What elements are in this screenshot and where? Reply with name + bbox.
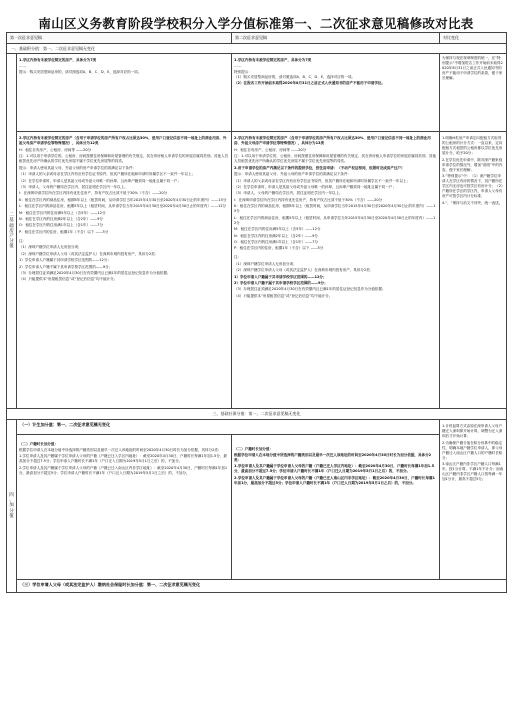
house2-first-note: （1）深圳户籍学位申请人无房加分项；	[19, 245, 82, 250]
house1-first-line: 提示：购买安居型商品房的，请对照选项A、B、C、D、E，选择对应的一项。	[19, 69, 142, 74]
house2-first-note: 2）学位申请人户籍不属于其申请学校学区范围的——9分；	[19, 264, 113, 269]
bonus2-second-title: （二）户籍时长加分值：	[234, 446, 274, 451]
bonus2-first-line: 2.学位申请人及其户籍属于学位申请人父母的户籍（户籍已迁入南山区内非学区地址）：截至2020年4月30日，户籍时长每满1年加1分，最高加分不超过5分；学位申请人户籍时长不满1年（户口迁入日期为2019年5月1日之后）的，不加分。	[19, 465, 228, 475]
house2-second-line: M：租住在学区内的住房满5年以上（含5年）——12分	[234, 227, 321, 232]
house2-second-note: （1）深圳户籍学位申请人无房加分项；	[234, 261, 297, 266]
house2-second-line: （2）在学位申请时，申请人是其祖父母或外祖父母唯一的孙辈，且孙辈户籍须同一地址且属于同一户；	[234, 184, 396, 189]
section-one-title: 一、基础积分值：第一、二次征求意见稿无变化	[7, 43, 507, 54]
house2-first-line: 注：1.可以用于申请学位的，公租房、房间按照住房保障和房屋管理的有关规定，其在该房租人申请学位的房屋应属同类别。其他人员租赁优先房产所确认的学位优先房屋不属于学位优先房屋等的同类。	[19, 154, 229, 164]
bonus2-first-line: 1.学位申请人及其户籍属于学位申请人父母的户籍（户籍已迁入学区内地址）：截至2020年4月30日，户籍时长每满1年加1.5分，最高加分不超过7.5分；学位申请人户籍时长不满1年（户口迁入日期为2019年5月1日之后）的，不加分。	[19, 454, 227, 464]
house2-second-note: 1）学位申请人户籍属于其申请学校学区范围的——12分；	[234, 274, 327, 279]
house2-second-title: 2.学区内持有未被学位锁定的房产（含用于申请学位的房产所有户权占比须达30%、使用户口登记信息不同一地址上的商业用房、外祖父母房产申请学位等特殊情况），具体分为13类	[234, 136, 431, 146]
section-two-label-char: 分	[9, 239, 14, 245]
section-three-title: 三、基础社保分值：第一、二次征求意见稿无变化	[7, 409, 507, 420]
house1-change-line: 为保持与现在规章制度的统一，在“特别提示”中增加报名工作开始前未取得2020年8月31日之前正式入伙通知书的房产不能用于申请学位的条款，便于家长理解。	[442, 55, 503, 80]
section-two-label-char: 二	[9, 213, 14, 219]
section-two-label-char: 础	[9, 223, 14, 229]
house1-second-line: （2）在报名工作开始前未取得2020年8月31日之前正式入伙通知书的房产不能用于申请学位。	[234, 80, 385, 85]
house2-first-line: （2）在学位申请时，申请人是其祖父母或外祖父母唯一的孙辈，且孙辈户籍须同一地址且属于同一户；	[19, 178, 181, 183]
house1-second-title: 1.学区内持有未被学位锁定的房产，具体分为7类	[234, 58, 312, 63]
section-four-label-char: 加	[9, 503, 14, 509]
bonus-change-line: 1.计时起算方式由原在深申请人父母户籍迁入深圳即开始计算，调整为迁入深圳后才开始计算；	[442, 424, 503, 439]
section-two-label-char: 产	[9, 233, 14, 239]
section-four-label-char: 分	[9, 508, 14, 514]
header-first-draft: 第一次征求意见稿	[7, 33, 232, 44]
house2-second-line: L：租住在学区内的商品住房，租期5年以上（租赁时间，从申请学位当年2015年4月30日至2020年4月30日止的年度内）——12分	[234, 215, 436, 225]
house1-second-line: ……	[234, 63, 242, 68]
house2-first-line: M：租住在学区内的住房满5年以上（含5年）——12分	[19, 210, 106, 215]
house2-second-note: 2）学位申请人户籍不属于其申请学校学区范围的——9分；	[234, 280, 328, 285]
section-two-label	[7, 54, 17, 409]
house1-second-draft	[232, 54, 440, 132]
house2-first-line: O：租住在学区内的住房满1年以上（含1年）——7分	[19, 223, 104, 228]
bonus2-second-line: 1.学位申请人及其户籍属于学位申请人父母的户籍（户籍已迁入学区内地址）：截至2020年4月30日，户籍时长每满1年加1.5分，最高加分不超过7.5分；学位申请人户籍时长不满1年（户口迁入日期为2019年5月1日之后）的，不加分。	[234, 464, 435, 474]
house2-second-line: H：租住自有房产，公租房、房间等 ——20分	[234, 147, 307, 152]
house2-second-line: （1）申请人的父亲或母亲在学区内有应有学位证书原件，但其户籍所在地和申请时所属学区不一致并一年以上；	[234, 178, 411, 183]
section-three-row	[7, 409, 507, 420]
house2-second-draft	[232, 132, 440, 409]
house2-first-line: H：租住自有房产，公租房、房间等 ——20分	[19, 147, 92, 152]
house2-change-line: 1.明确H类房产申请定向配租方式取得的公租房的计分方式：一直以来，定向配租方式租赁的公租房都以学位优先房屋计分，给予20分；	[442, 136, 503, 156]
house2-second-line: O：租住在学区内的住房满1年以上（含1年）——7分	[234, 239, 319, 244]
house2-first-note: （4）只能提供本“房屋租赁信息”或“登记后信息”均不能计分。	[19, 277, 118, 282]
section-one-row	[7, 43, 507, 54]
house2-first-note: （2）深圳户籍学位申请人父母（或其法定监护人）在深圳市城内投有房产，具体分2类：	[19, 251, 159, 256]
house1-first-title: 1.学区内持有未被学位锁定的房产，具体分为7类	[19, 58, 97, 63]
bonus-change-line: 3.南山区户籍内非学区户籍人口每满1年，按1分计算，不满1年不计分；而南山区户籍内非学区户籍人口按每满一年加1分计，最高不超过5分。	[442, 462, 504, 482]
section-two-label-char: 房	[9, 228, 14, 234]
bonus2-first-line: 根据学位申请人在本地分值中所选择的户籍类别以及最早一次迁入该地址的时间至2020年4月30日时长为加分依据，具体分2类：	[19, 447, 222, 452]
section-two-label-char: 值	[9, 244, 14, 250]
house2-second-line: I：在深圳申请学位所在学区内持有优先住房产，持有产权占比须不低于30%（不含）——20分	[234, 197, 383, 202]
house2-changes	[440, 132, 507, 409]
house2-first-line: N：租住在学区内的住房满2年以上（含2年）——9分	[19, 217, 103, 222]
section-four-label	[7, 420, 17, 593]
house-type1-row	[7, 54, 507, 132]
house2-second-note: （2）深圳户籍学位申请人父母（或其法定监护人）在深圳市城内投有房产，具体分2类：	[234, 268, 374, 273]
house1-first-line: ……	[19, 63, 27, 68]
house2-second-line: 2.用于申请学位的房产内满足以下条件的提供学位，按住房申请：（不动产权证相同，但限时完成房产过户）	[234, 165, 405, 170]
bonus1-title: （一）计生加分值：第一、二次征求意见稿无变化	[17, 420, 440, 435]
comparison-table	[6, 32, 507, 593]
house2-change-line: 4.“，”保持与前文不冲突，统一表述。	[442, 200, 503, 205]
house2-change-line: 3.“特别提示”中：（1）深户籍学位申请人在学区有房的情况下，其户籍所在学区内无房也可按学区有房计分；（2）户籍所在学区的学区内，申请人父母有房产可按学区内计分标准；	[442, 174, 503, 199]
house2-second-line: （3）申请人、父母的户籍均在学区内，居住证明在学区内一年以上。	[234, 191, 343, 196]
section-four-label-char: 四	[9, 493, 14, 499]
bonus2-first-draft	[17, 435, 232, 580]
house2-first-note: （3）办理居住证须满足2020年4月30日在有效期内且已满1年的居住证登记信息作为分值依据；	[19, 270, 171, 275]
document-title: 南山区义务教育阶段学校积分入学分值标准第一、二次征求意见稿修改对比表	[38, 16, 474, 31]
header-changes: 对比变化	[440, 33, 507, 44]
house2-first-line: I：在深圳申请学位所在学区内持有优先住房产，持有产权占比须不低于30%（不含）——20分	[19, 191, 168, 196]
house2-first-line: 提示：申请人使用其祖父母、外祖父母的房产申请学位的须满足以下条件：	[19, 165, 137, 170]
bonus2-first-title: （二）户籍时长加分值：	[19, 441, 59, 446]
house2-second-note: 注：	[234, 255, 242, 260]
bonus-changes	[440, 420, 507, 580]
bonus2-second-draft	[232, 435, 440, 580]
house2-first-note: 1）学位申请人户籍属于其申请学校学区范围的——12分；	[19, 258, 111, 263]
house2-first-line: L：租住在学区内的商品住房，租期5年以上（租赁时间，从申请学位当年2015年4月30日至2020年4月30日止的年度内）——12分	[19, 204, 227, 209]
bonus3-title: （三）学位申请人父母（或其法定监护人）缴纳社会保险时长加分值：第一、二次征求意见稿无变化	[17, 580, 507, 593]
house1-changes	[440, 54, 507, 132]
house-type2-row	[7, 132, 507, 409]
house2-second-line: N：租住在学区内的住房满2年以上（含2年）——9分	[234, 233, 318, 238]
section-four-label-char: 、	[9, 498, 14, 504]
house2-first-title: 2.学区内持有未被学位锁定的房产（含用于申请学位的房产所有户权占比须达30%，使用户口登记信息不同一地址上的商业用房、外祖父母房产申请学位等特殊情况），具体分为12类	[19, 136, 227, 146]
house2-second-line: 提示：申请人使用其祖父母、外祖父母的房产申请学位的须满足以下条件：	[234, 172, 352, 177]
bonus-change-line: 2.为确保户籍分值在积分体系中的稳定性，明确本地户籍学位申请人，即父母户籍迁入南山区户籍人口的户籍时长积分；	[442, 440, 503, 460]
house2-second-line: 注：1.可以用于申请学位的，公租房、房间按照住房保障和房屋管理的有关规定，其在该房租人申请学位的房屋应属同类别，其他人员租赁优先房产所确认的学位优先房屋不属于学位优先房屋等的同类。	[234, 154, 437, 164]
house1-second-line: （1）购买安居型商品房的，请对照选项A、B、C、D、E，选择对应的一项。	[234, 75, 355, 80]
bonus2-second-line: 根据学位申请人在本地分值中所选择的户籍类别以及最早一次迁入该地址的时间至2020年4月30日时长为加分依据，具体分2类：	[234, 452, 432, 462]
house1-second-line: 特别提示：	[234, 69, 252, 74]
house2-first-line: （1）申请人的父亲或母亲在学区内有应有学位证书原件，但其户籍所在地和申请时所属学区不一致并一年以上；	[19, 172, 196, 177]
header-second-draft: 第二次征求意见稿	[232, 33, 440, 44]
house1-first-draft	[17, 54, 232, 132]
house2-first-note: 注：	[19, 238, 27, 243]
bonus-household-row	[7, 435, 507, 580]
bonus2-second-line: 2.学位申请人及其户籍属于学位申请人父母的户籍（户籍已迁入南山区内非学区地址）：截至2020年4月30日，户籍时长每满1年加1分，最高加分不超过5分；学位申请人户籍时长不满1年（户口迁入日期为2019年5月1日之后）的，不加分。	[234, 475, 435, 485]
section-two-label-char: 基	[9, 218, 14, 224]
house2-second-note: （4）只能提供本“房屋租赁信息”或“登记后信息”均不能计分。	[234, 293, 333, 298]
house2-second-line: K：租住在学区内的商品住房，租期5年以上（租赁时间，从申请学位当年2015年4月30日至2020年4月30日止的年度内）——15分	[234, 204, 436, 214]
house2-change-line: 2.在学位优先申请中，除对深户籍家庭申请学位的情况外，增加“说明”中的内容，便于家长理解；	[442, 157, 503, 172]
house2-first-line: P：租住在学区内的住房，租期1年（不含）以下 ——5分	[19, 229, 109, 234]
bonus-family-planning-row	[7, 420, 507, 435]
header-row	[7, 33, 507, 44]
house2-second-note: （3）办理居住证须满足2020年4月30日在有效期内且已满1年的居住证登记信息作为分值依据；	[234, 287, 386, 292]
house2-second-line: P：租住在学区内的住房，租期1年（不含）以下 ——5分	[234, 246, 324, 251]
bonus-social-insurance-row	[7, 580, 507, 593]
house2-first-draft	[17, 132, 232, 409]
house2-first-line: （3）申请人、父母的户籍均在学区内，居住证明在学区内一年以上。	[19, 184, 128, 189]
house2-first-line: K：租住在学区内的商品住房，租期5年以上（租赁时间，从申请学位当年2015年4月30日至2020年4月30日止的年度内）——15分	[19, 197, 227, 202]
section-four-label-char: 值	[9, 513, 14, 519]
